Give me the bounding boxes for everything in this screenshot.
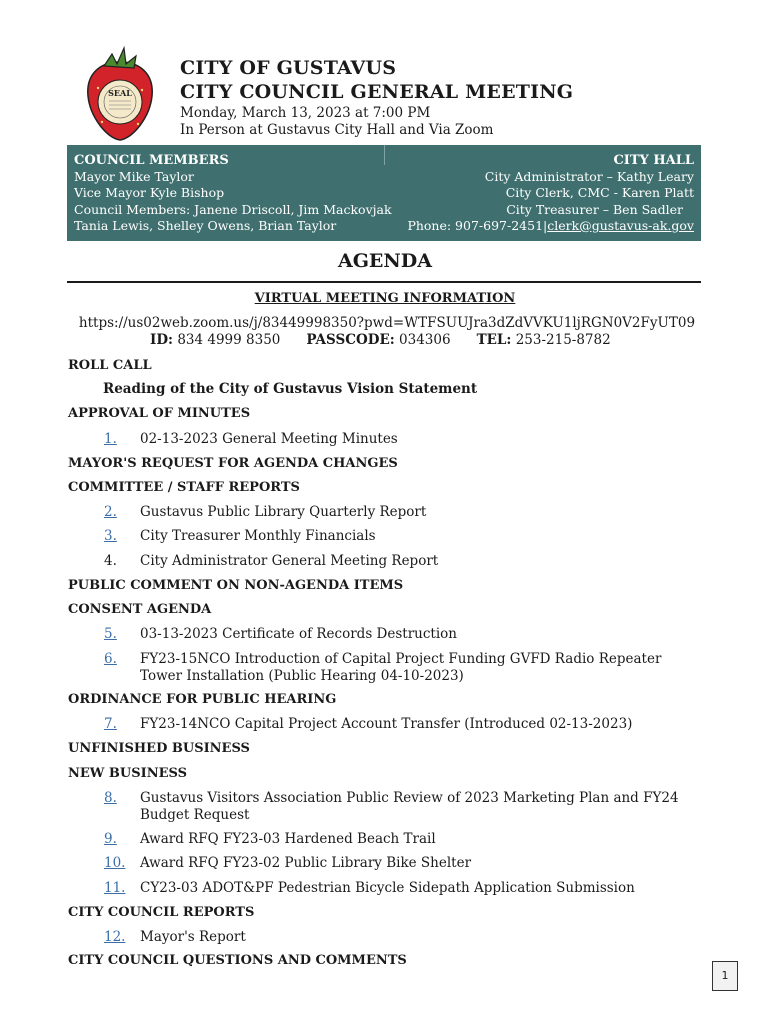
item-link[interactable]: 10. — [104, 855, 126, 871]
council-line: Council Members: Janene Driscoll, Jim Mackovjak — [74, 201, 392, 217]
item-link[interactable]: 3. — [104, 528, 117, 544]
page-number: 1 — [712, 961, 738, 991]
council-members-block — [74, 153, 392, 234]
section-unfinished-business: UNFINISHED BUSINESS — [68, 741, 250, 756]
city-title: CITY OF GUSTAVUS — [180, 57, 397, 79]
meeting-credentials — [150, 332, 611, 348]
council-line: Tania Lewis, Shelley Owens, Brian Taylor — [74, 217, 337, 233]
meeting-date: Monday, March 13, 2023 at 7:00 PM — [180, 105, 431, 121]
section-approval-of-minutes: APPROVAL OF MINUTES — [68, 406, 251, 421]
item-text: City Administrator General Meeting Report — [140, 553, 439, 569]
seal-label: SEAL — [108, 88, 132, 98]
section-mayor-request: MAYOR'S REQUEST FOR AGENDA CHANGES — [68, 456, 398, 471]
section-public-comment: PUBLIC COMMENT ON NON-AGENDA ITEMS — [68, 578, 404, 593]
section-council-questions: CITY COUNCIL QUESTIONS AND COMMENTS — [68, 953, 407, 968]
section-new-business: NEW BUSINESS — [68, 766, 187, 781]
council-line: Vice Mayor Kyle Bishop — [74, 185, 225, 201]
contact-separator: | — [543, 217, 548, 233]
item-link[interactable]: 6. — [104, 651, 117, 667]
city-hall-line: City Clerk, CMC - Karen Platt — [505, 185, 694, 201]
section-roll-call: ROLL CALL — [68, 358, 152, 373]
item-text: CY23-03 ADOT&PF Pedestrian Bicycle Sidepath Application Submission — [140, 880, 635, 896]
city-hall-line: City Administrator – Kathy Leary — [484, 169, 694, 185]
item-text: FY23-15NCO Introduction of Capital Project Funding GVFD Radio Repeater Tower Installation (Public Hearing 04-10-2023) — [140, 651, 662, 684]
vision-statement: Reading of the City of Gustavus Vision Statement — [103, 381, 478, 397]
item-text: FY23-14NCO Capital Project Account Transfer (Introduced 02-13-2023) — [140, 716, 633, 732]
city-hall-heading: CITY HALL — [613, 153, 694, 168]
item-text: Award RFQ FY23-02 Public Library Bike Shelter — [140, 855, 472, 871]
item-text: Award RFQ FY23-03 Hardened Beach Trail — [140, 831, 436, 847]
council-members-heading: COUNCIL MEMBERS — [74, 153, 229, 168]
tel-label: TEL: — [476, 332, 512, 348]
item-link[interactable]: 12. — [104, 929, 126, 945]
item-link[interactable]: 8. — [104, 790, 117, 806]
section-ordinance-public-hearing: ORDINANCE FOR PUBLIC HEARING — [68, 692, 337, 707]
item-link[interactable]: 11. — [104, 880, 126, 896]
city-seal-strawberry-icon — [84, 44, 156, 144]
item-link[interactable]: 2. — [104, 504, 117, 520]
item-text: 02-13-2023 General Meeting Minutes — [140, 431, 398, 447]
meeting-location: In Person at Gustavus City Hall and Via Zoom — [180, 122, 494, 138]
passcode-value: 034306 — [399, 332, 451, 348]
clerk-email-link[interactable]: clerk@gustavus-ak.gov — [547, 217, 694, 233]
item-number: 4. — [104, 553, 117, 569]
item-link[interactable]: 5. — [104, 626, 117, 642]
section-committee-reports: COMMITTEE / STAFF REPORTS — [68, 480, 300, 495]
city-hall-block — [407, 153, 694, 234]
item-link[interactable]: 1. — [104, 431, 117, 447]
council-info-banner — [67, 145, 701, 241]
item-text: Gustavus Visitors Association Public Review of 2023 Marketing Plan and FY24 Budget Request — [140, 790, 679, 823]
document-header — [84, 44, 704, 144]
phone-number: Phone: 907-697-2451 — [407, 217, 544, 233]
item-text: 03-13-2023 Certificate of Records Destruction — [140, 626, 457, 642]
contact-line — [407, 218, 694, 234]
zoom-url[interactable]: https://us02web.zoom.us/j/83449998350?pwd=WTFSUUJra3dZdVVKU1ljRGN0V2FyUT09 — [78, 315, 696, 331]
tel-value: 253-215-8782 — [515, 332, 611, 348]
section-consent-agenda: CONSENT AGENDA — [68, 602, 212, 617]
city-hall-line: City Treasurer – Ben Sadler — [506, 201, 683, 217]
council-line: Mayor Mike Taylor — [74, 169, 194, 185]
agenda-title: AGENDA — [337, 250, 433, 272]
item-text: Mayor's Report — [140, 929, 246, 945]
id-value: 834 4999 8350 — [177, 332, 281, 348]
passcode-label: PASSCODE: — [306, 332, 395, 348]
section-city-council-reports: CITY COUNCIL REPORTS — [68, 905, 255, 920]
id-label: ID: — [150, 332, 174, 348]
virtual-meeting-heading: VIRTUAL MEETING INFORMATION — [254, 291, 516, 306]
item-text: Gustavus Public Library Quarterly Report — [140, 504, 427, 520]
meeting-title: CITY COUNCIL GENERAL MEETING — [180, 81, 574, 103]
item-link[interactable]: 7. — [104, 716, 117, 732]
item-link[interactable]: 9. — [104, 831, 117, 847]
item-text: City Treasurer Monthly Financials — [140, 528, 376, 544]
title-rule — [67, 281, 701, 283]
